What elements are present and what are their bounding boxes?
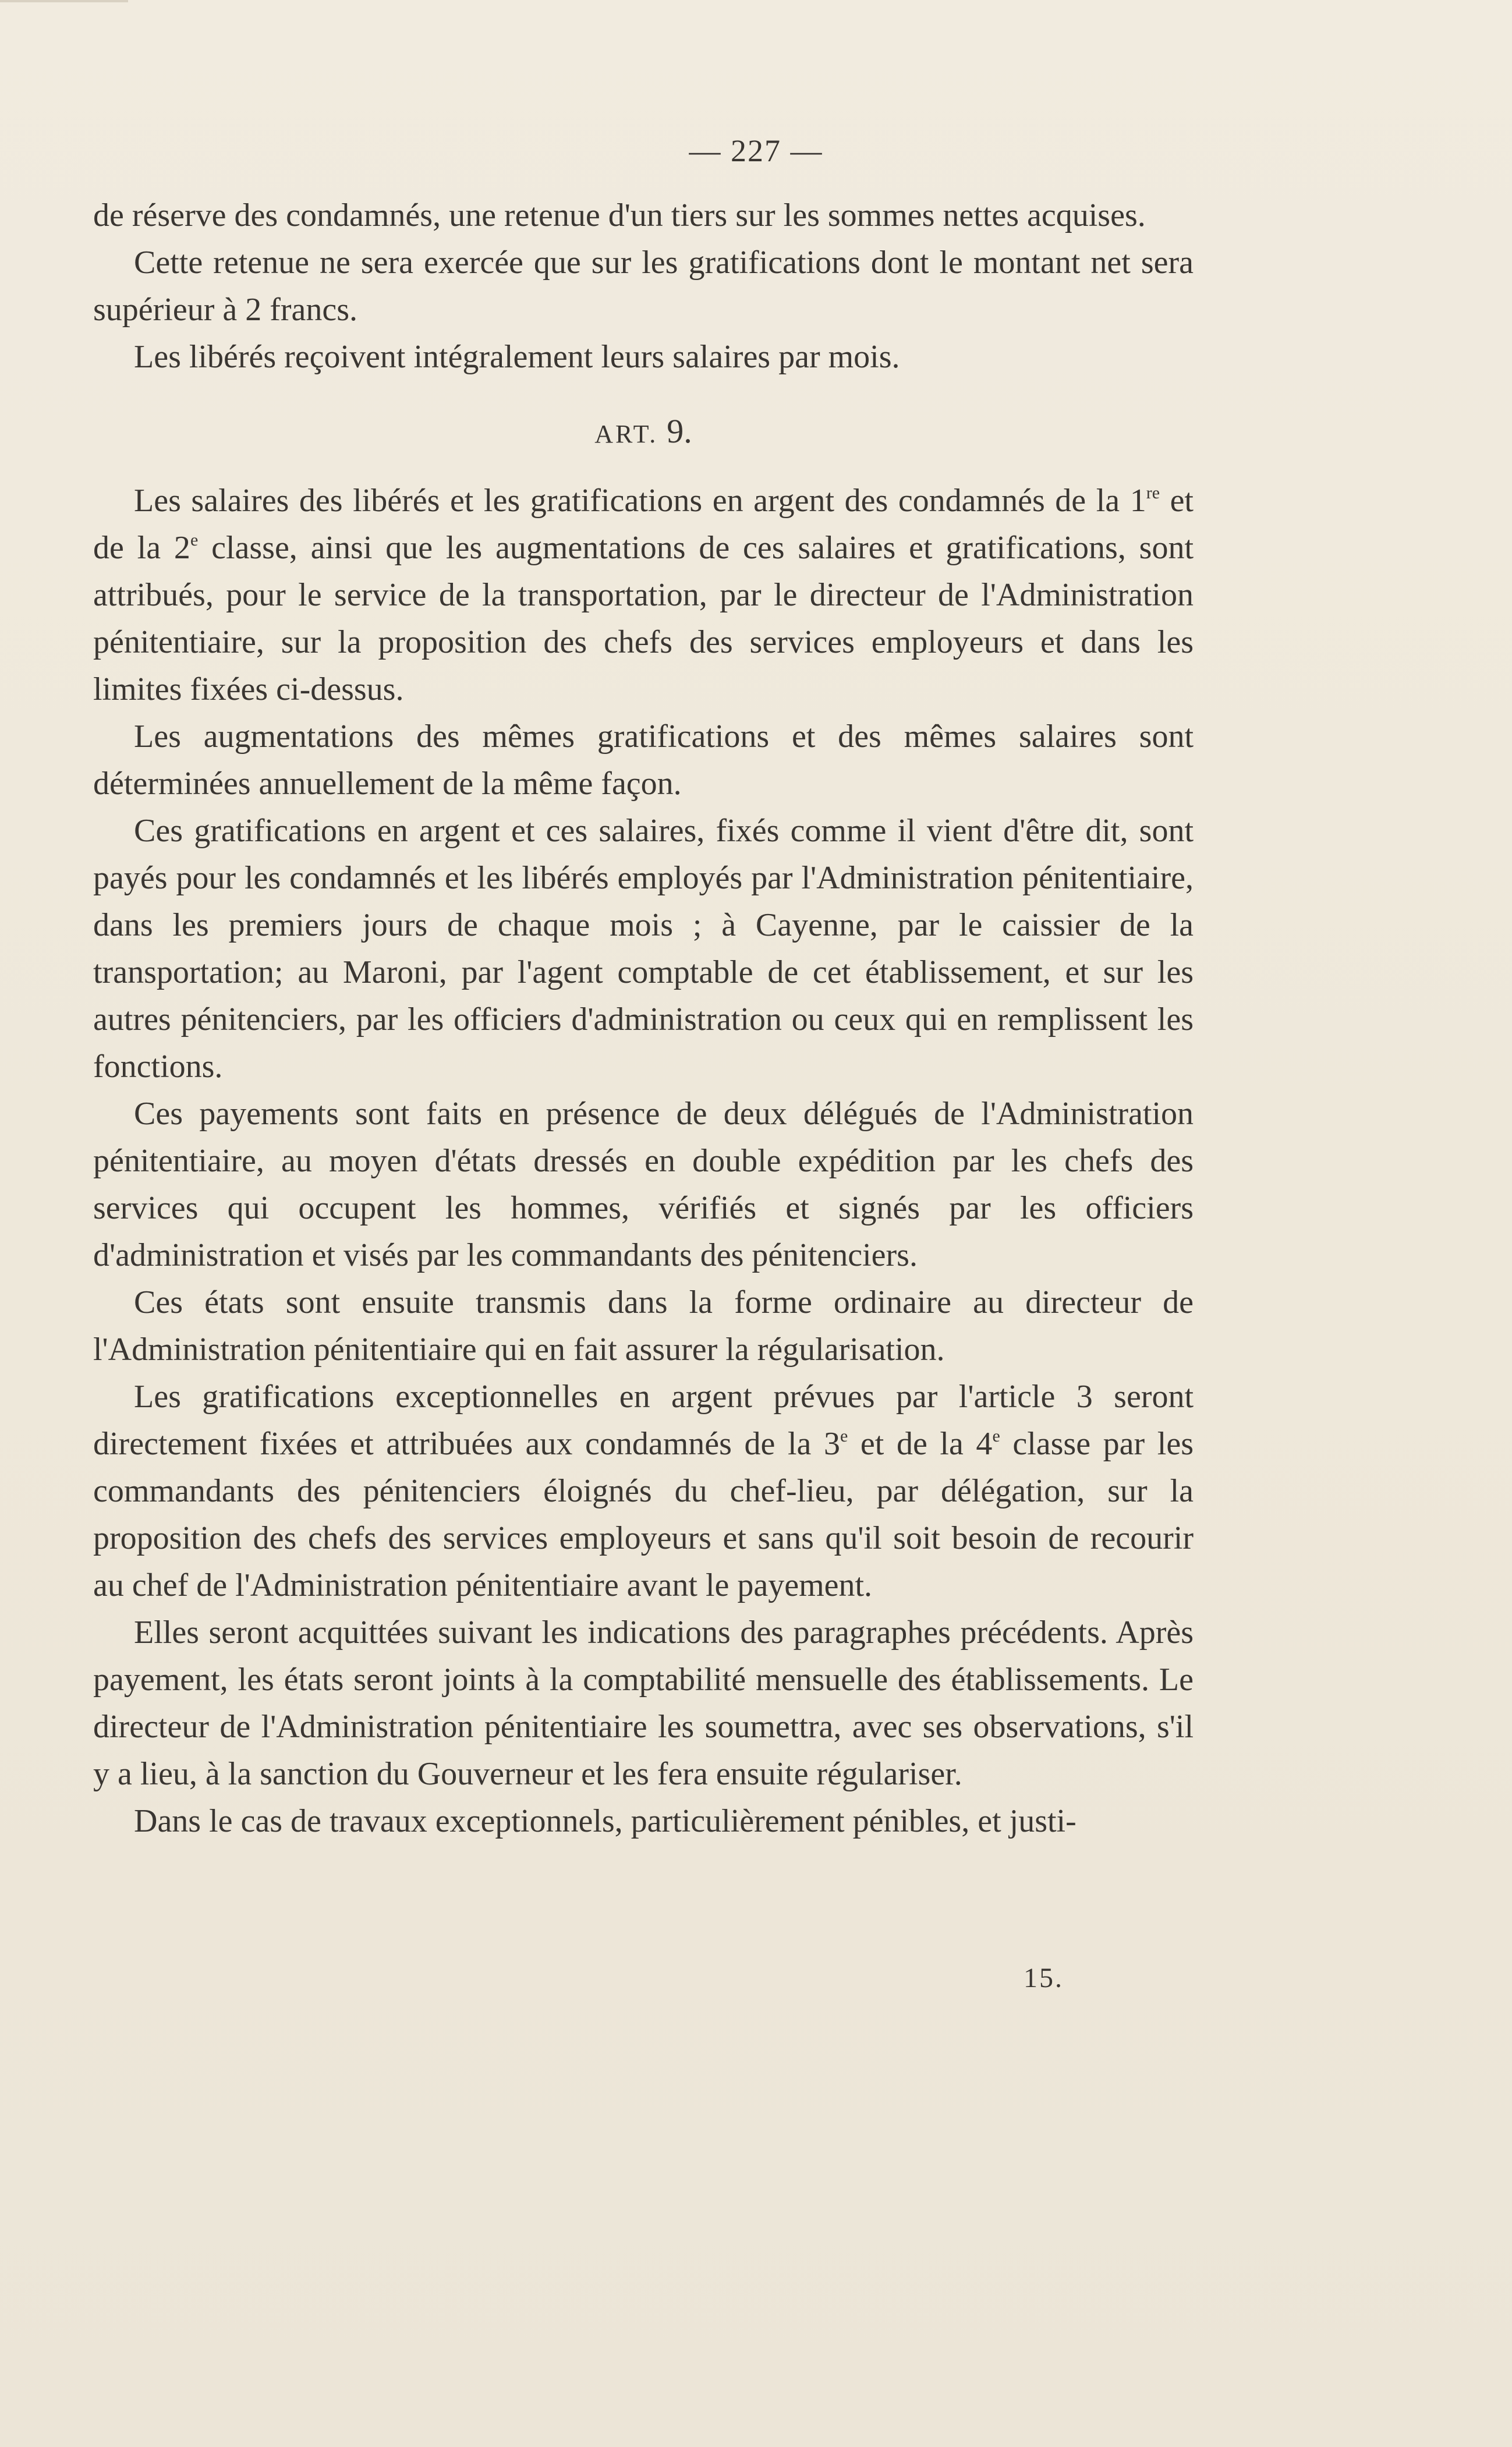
superscript: e	[840, 1426, 848, 1446]
paragraph-retenue: Cette retenue ne sera exercée que sur les gratifications dont le montant net sera supérieur à 2 francs.	[93, 245, 1194, 328]
text-run: et de la 2	[93, 483, 1194, 566]
superscript: re	[1146, 483, 1160, 502]
page-number-header: — 227 —	[689, 133, 823, 168]
scan-edge-mark	[0, 0, 128, 2]
text-run: et de la 4	[848, 1426, 993, 1462]
paragraph-art9-4: Ces payements sont faits en présence de deux délégués de l'Administration pénitentiaire, au moyen d'états dressés en double expédition par les chefs des services qui occupent les hommes, vérifiés et signés par les officiers d'administration et visés par les commandants des pénitenciers.	[93, 1096, 1194, 1273]
paragraph-art9-8: Dans le cas de travaux exceptionnels, particulièrement pénibles, et justi-	[134, 1803, 1077, 1839]
paragraph-art9-2: Les augmentations des mêmes gratifications et des mêmes salaires sont déterminées annuellement de la même façon.	[93, 718, 1194, 802]
printer-signature: 15.	[1024, 1963, 1064, 1993]
paragraph-art9-7: Elles seront acquittées suivant les indications des paragraphes précédents. Après payement, les états seront joints à la comptabilité mensuelle des établissements. Le directeur de l'Administration pénitentiaire les soumettra, avec ses observations, s'il y a lieu, à la sanction du Gouverneur et les fera ensuite régulariser.	[93, 1614, 1194, 1792]
paragraph-art9-6	[93, 1373, 1194, 1609]
article-heading	[93, 408, 1194, 458]
text-run: classe par les commandants des pénitenciers éloignés du chef-lieu, par délégation, sur la proposition des chefs des services employeurs et sans qu'il soit besoin de recourir au chef de l'Administration pénitentiaire avant le payement.	[93, 1426, 1194, 1603]
paragraph-art9-3: Ces gratifications en argent et ces salaires, fixés comme il vient d'être dit, sont payés pour les condamnés et les libérés employés par l'Administration pénitentiaire, dans les premiers jours de chaque mois ; à Cayenne, par le caissier de la transportation; au Maroni, par l'agent comptable de cet établissement, et sur les autres pénitenciers, par les officiers d'administration ou ceux qui en remplissent les fonctions.	[93, 813, 1194, 1085]
paragraph-art9-5: Ces états sont ensuite transmis dans la forme ordinaire au directeur de l'Administration pénitentiaire qui en fait assurer la régularisation.	[93, 1284, 1194, 1368]
paragraph-liberes: Les libérés reçoivent intégralement leurs salaires par mois.	[134, 339, 900, 375]
body-text	[93, 192, 1194, 1845]
article-number: 9.	[667, 412, 692, 450]
paragraph-art9-1	[93, 477, 1194, 713]
superscript: e	[190, 530, 199, 550]
text-run: Les salaires des libérés et les gratifications en argent des condamnés de la 1	[134, 483, 1146, 519]
superscript: e	[992, 1426, 1000, 1446]
text-run: classe, ainsi que les augmentations de ces salaires et gratifications, sont attribués, pour le service de la transportation, par le directeur de l'Administration pénitentiaire, sur la proposition des chefs des services employeurs et dans les limites fixées ci-dessus.	[93, 530, 1194, 707]
text-run: Les gratifications exceptionnelles en argent prévues par l'article 3 seront directement fixées et attribuées aux condamnés de la 3	[93, 1379, 1194, 1462]
article-label: ART.	[594, 420, 658, 448]
paragraph-continuation: de réserve des condamnés, une retenue d'un tiers sur les sommes nettes acquises.	[93, 197, 1146, 233]
